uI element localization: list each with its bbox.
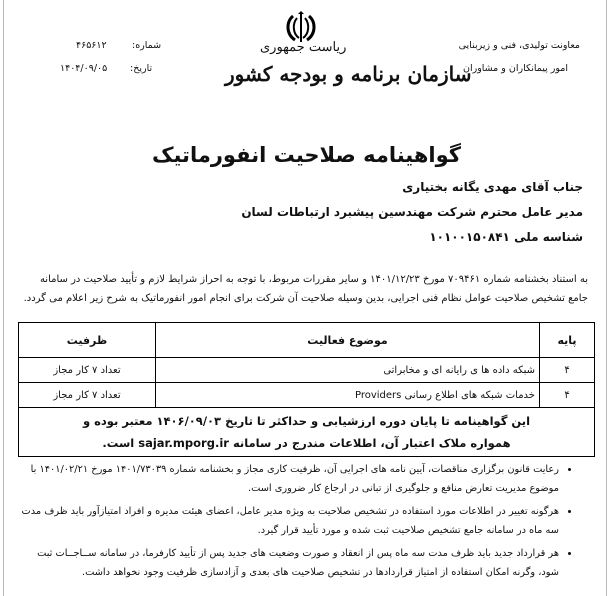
certificate-title: گواهینامه صلاحیت انفورماتیک	[151, 143, 461, 167]
page-edge-left	[3, 0, 4, 596]
addressee-name: جناب آقای مهدی یگانه بختیاری	[402, 180, 583, 194]
table-row	[19, 383, 595, 408]
org-logo-text: سازمان برنامه و بودجه کشور	[225, 62, 472, 86]
number-label: شماره:	[132, 40, 162, 51]
note-item: • هر قرارداد جدید باید ظرف مدت سه ماه پس از انعقاد و صورت وضعیت های جدید پس از تأیید کارفرما، در سامانه ســاجــات ثبت شود، وگرنه امکان استفاده از امتیاز قراردادها در تشخیص صلاحیت های بعدی و آزادسازی ظرفیت وجود نخواهد داشت.	[19, 544, 559, 582]
validity-line-1: این گواهینامه تا پایان دوره ارزشیابی و حداکثر تا تاریخ ۱۴۰۶/۰۹/۰۳ معتبر بوده و	[82, 414, 531, 428]
note-item: • هرگونه تغییر در اطلاعات مورد استفاده در تشخیص صلاحیت به ویژه مدیر عامل، اعضای هیئت مدیره و افراد امتیازآور باید ظرف مدت سه ماه در سامانه جامع تشخیص صلاحیت ثبت شده و مورد تأیید قرار گیرد.	[19, 502, 559, 540]
row-capacity: تعداد ۷ کار مجاز	[19, 383, 156, 408]
row-grade: ۴	[540, 383, 595, 408]
body-paragraph: به استناد بخشنامه شماره ۷۰۹۴۶۱ مورخ ۱۴۰۱/۱۲/۲۳ و سایر مقررات مربوط، با توجه به احراز شرایط لازم و تأیید صلاحیت در سامانه جامع تشخیص صلاحیت عوامل نظام فنی اجرایی، بدین وسیله صلاحیت آن شرکت برای انجام امور انفورماتیک به شرح زیر اعلام می گردد.	[23, 274, 588, 304]
date-value: ۱۴۰۴/۰۹/۰۵	[60, 63, 108, 74]
addressee-position: مدیر عامل محترم شرکت مهندسین پیشبرد ارتباطات لسان	[241, 205, 583, 219]
row-subject: خدمات شبکه های اطلاع رسانی Providers	[156, 383, 540, 408]
row-subject: شبکه داده ها ی رایانه ای و مخابراتی	[156, 358, 540, 383]
qualification-table	[18, 322, 595, 457]
national-id: شناسه ملی ۱۰۱۰۰۱۵۰۸۴۱	[429, 230, 583, 244]
validity-line-2: همواره ملاک اعتبار آن، اطلاعات مندرج در سامانه sajar.mporg.ir است.	[102, 436, 511, 450]
row-capacity: تعداد ۷ کار مجاز	[19, 358, 156, 383]
table-header-row	[19, 323, 595, 358]
page-edge-right	[606, 0, 607, 596]
department-line-1: معاونت تولیدی، فنی و زیربنایی	[458, 40, 580, 51]
validity-note	[19, 408, 595, 457]
note-item: • رعایت قانون برگزاری مناقصات، آیین نامه های اجرایی آن، ظرفیت کاری مجاز و بخشنامه شماره ۱۴۰۱/۷۳۰۳۹ مورخ ۱۴۰۱/۰۲/۲۱ با موضوع مدیریت تعارض منافع و جلوگیری از تبانی در ارجاع کار ضروری است.	[19, 460, 559, 498]
row-grade: ۴	[540, 358, 595, 383]
org-subtitle: ریاست جمهوری	[260, 40, 347, 55]
table-footer-row	[19, 408, 595, 457]
number-value: ۴۶۵۶۱۲	[76, 40, 107, 51]
department-line-2: امور پیمانکاران و مشاوران	[462, 63, 568, 74]
table-row	[19, 358, 595, 383]
header-grade: پایه	[540, 323, 595, 358]
date-label: تاریخ:	[130, 63, 153, 74]
header-subject: موضوع فعالیت	[156, 323, 540, 358]
header-capacity: ظرفیت	[19, 323, 156, 358]
notes-list	[19, 460, 573, 586]
